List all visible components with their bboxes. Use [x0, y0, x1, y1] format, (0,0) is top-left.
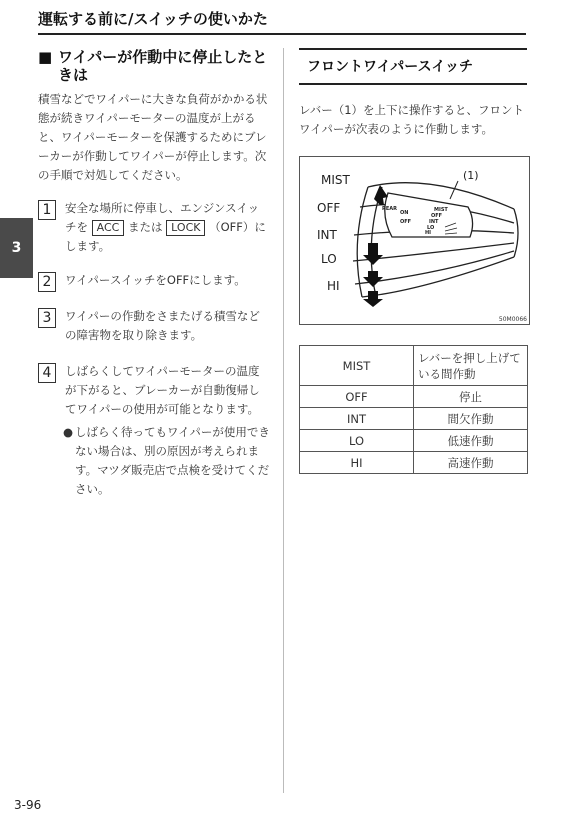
lever-position-label: MIST: [321, 173, 350, 187]
lever-position-label: INT: [317, 228, 337, 242]
position-cell: MIST: [300, 346, 414, 386]
step-text: ワイパースイッチをOFFにします。: [65, 273, 246, 287]
key-lock: LOCK: [166, 220, 205, 236]
action-cell: レバーを押し上げている間作動: [414, 346, 528, 386]
lever-position-label: LO: [321, 252, 337, 266]
right-column: [299, 48, 528, 139]
left-column: [38, 48, 270, 499]
subsection-paragraph: レバー（1）を上下に操作すると、フロントワイパーが次表のように作動します。: [299, 103, 525, 136]
page-header: 運転する前に/スイッチの使いかた: [38, 8, 526, 35]
subsection-title: フロントワイパースイッチ: [299, 48, 527, 85]
lever-position-label: HI: [327, 279, 340, 293]
step-text-part: 安全な場所に停車し、エンジンスイッチを: [65, 201, 260, 234]
note-bullet: [63, 423, 270, 499]
step-number: 1: [38, 200, 56, 220]
lever-text: INT: [429, 219, 439, 225]
step-number: 2: [38, 272, 56, 292]
callout-label: (1): [463, 169, 479, 182]
position-cell: LO: [300, 430, 414, 452]
lever-text: OFF: [400, 219, 412, 225]
step-text: [65, 199, 270, 256]
intro-paragraph: 積雪などでワイパーに大きな負荷がかかる状態が続きワイパーモーターの温度が上がると、ワイパーモーターを保護するためにブレーカーが作動してワイパーが停止します。次の手順で対処してください。: [38, 92, 268, 182]
action-cell: 高速作動: [414, 452, 528, 474]
bullet-dot-icon: ●: [63, 425, 74, 439]
lever-text: REAR: [382, 206, 397, 212]
lever-position-label: OFF: [317, 201, 341, 215]
lever-text: MIST: [434, 207, 448, 213]
column-divider: [283, 48, 284, 793]
page-number: 3-96: [14, 798, 42, 812]
step-text-part: または: [128, 220, 163, 234]
position-cell: OFF: [300, 386, 414, 408]
lever-text: ON: [400, 210, 409, 216]
position-cell: INT: [300, 408, 414, 430]
lever-text: HI: [425, 230, 432, 236]
lever-text: LO: [427, 225, 435, 231]
table-row: [300, 346, 528, 386]
table-row: [300, 408, 528, 430]
table-row: [300, 452, 528, 474]
step-text-part: （OFF）にします。: [65, 220, 266, 253]
wiper-switch-figure: [299, 156, 530, 325]
step-4: [38, 362, 270, 419]
position-cell: HI: [300, 452, 414, 474]
action-cell: 低速作動: [414, 430, 528, 452]
step-text: しばらくしてワイパーモーターの温度が下がると、ブレーカーが自動復帰してワイパーの使用が可能となります。: [65, 364, 260, 416]
key-acc: ACC: [92, 220, 125, 236]
step-text: ワイパーの作動をさまたげる積雪などの障害物を取り除きます。: [65, 309, 260, 342]
table-row: [300, 386, 528, 408]
section-title: [38, 48, 270, 84]
step-2: [38, 271, 270, 292]
figure-code: 50M0066: [498, 316, 527, 323]
chapter-tab: 3: [0, 218, 33, 278]
action-cell: 停止: [414, 386, 528, 408]
step-number: 4: [38, 363, 56, 383]
square-bullet-icon: ■: [38, 48, 53, 66]
action-cell: 間欠作動: [414, 408, 528, 430]
step-3: [38, 307, 270, 345]
step-number: 3: [38, 308, 56, 328]
lever-text: OFF: [431, 213, 443, 219]
section-title-text: ワイパーが作動中に停止したときは: [58, 48, 268, 84]
step-1: [38, 199, 270, 256]
table-row: [300, 430, 528, 452]
wiper-mode-table: [299, 345, 528, 474]
note-text: しばらく待ってもワイパーが使用できない場合は、別の原因が考えられます。マツダ販売店で点検を受けてください。: [75, 425, 270, 496]
